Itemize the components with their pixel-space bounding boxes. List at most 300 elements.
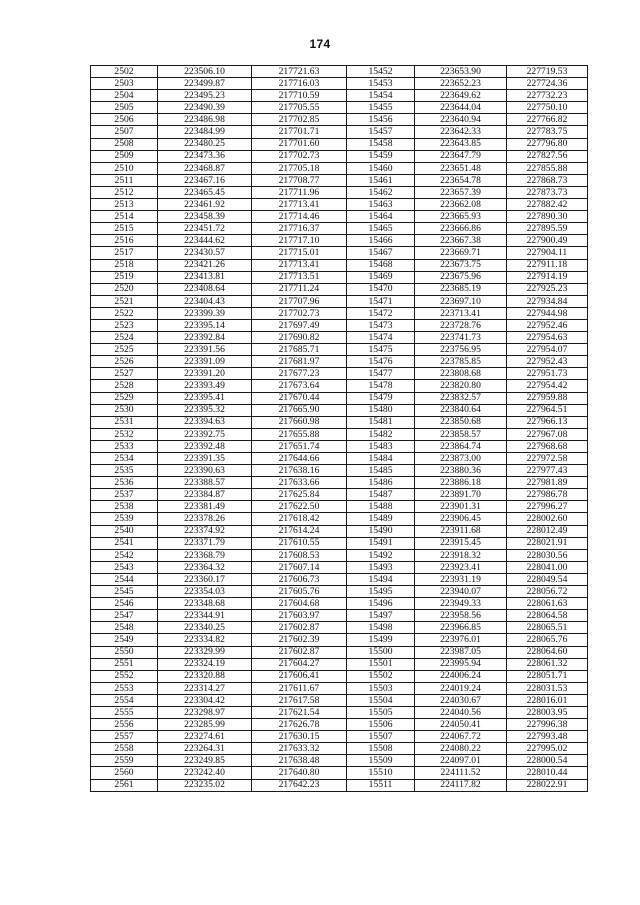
- x-coordinate-b-cell: 223785.85: [415, 356, 507, 368]
- y-coordinate-b-cell: 228010.44: [507, 767, 588, 779]
- point-number-a-cell: 2519: [91, 271, 158, 283]
- y-coordinate-a-cell: 217701.60: [252, 138, 347, 150]
- x-coordinate-a-cell: 223360.17: [158, 573, 252, 585]
- x-coordinate-b-cell: 224097.01: [415, 755, 507, 767]
- y-coordinate-b-cell: 228022.91: [507, 779, 588, 791]
- point-number-a-cell: 2543: [91, 561, 158, 573]
- point-number-b-cell: 15463: [347, 199, 415, 211]
- point-number-b-cell: 15499: [347, 634, 415, 646]
- x-coordinate-b-cell: 223906.45: [415, 513, 507, 525]
- x-coordinate-b-cell: 223649.62: [415, 90, 507, 102]
- table-row: [91, 634, 588, 646]
- point-number-b-cell: 15476: [347, 356, 415, 368]
- x-coordinate-b-cell: 223665.93: [415, 211, 507, 223]
- y-coordinate-b-cell: 227952.43: [507, 356, 588, 368]
- x-coordinate-a-cell: 223371.79: [158, 537, 252, 549]
- x-coordinate-b-cell: 223667.38: [415, 235, 507, 247]
- table-row: [91, 319, 588, 331]
- point-number-b-cell: 15491: [347, 537, 415, 549]
- point-number-b-cell: 15494: [347, 573, 415, 585]
- y-coordinate-b-cell: 227724.36: [507, 78, 588, 90]
- x-coordinate-a-cell: 223391.20: [158, 368, 252, 380]
- x-coordinate-b-cell: 224030.67: [415, 694, 507, 706]
- point-number-b-cell: 15500: [347, 646, 415, 658]
- x-coordinate-b-cell: 223923.41: [415, 561, 507, 573]
- x-coordinate-b-cell: 223662.08: [415, 199, 507, 211]
- x-coordinate-a-cell: 223304.42: [158, 694, 252, 706]
- x-coordinate-a-cell: 223390.63: [158, 465, 252, 477]
- point-number-b-cell: 15477: [347, 368, 415, 380]
- table-row: [91, 525, 588, 537]
- x-coordinate-a-cell: 223320.88: [158, 670, 252, 682]
- point-number-b-cell: 15505: [347, 706, 415, 718]
- y-coordinate-a-cell: 217707.96: [252, 295, 347, 307]
- x-coordinate-b-cell: 223966.85: [415, 622, 507, 634]
- point-number-a-cell: 2524: [91, 332, 158, 344]
- table-row: [91, 682, 588, 694]
- table-row: [91, 283, 588, 295]
- y-coordinate-a-cell: 217716.37: [252, 223, 347, 235]
- table-row: [91, 259, 588, 271]
- y-coordinate-a-cell: 217721.63: [252, 66, 347, 78]
- y-coordinate-a-cell: 217705.18: [252, 162, 347, 174]
- table-row: [91, 332, 588, 344]
- point-number-a-cell: 2535: [91, 465, 158, 477]
- point-number-b-cell: 15471: [347, 295, 415, 307]
- y-coordinate-b-cell: 227954.07: [507, 344, 588, 356]
- point-number-a-cell: 2559: [91, 755, 158, 767]
- y-coordinate-a-cell: 217697.49: [252, 319, 347, 331]
- y-coordinate-a-cell: 217626.78: [252, 719, 347, 731]
- x-coordinate-a-cell: 223344.91: [158, 610, 252, 622]
- table-row: [91, 501, 588, 513]
- point-number-b-cell: 15492: [347, 549, 415, 561]
- x-coordinate-b-cell: 223685.19: [415, 283, 507, 295]
- table-row: [91, 610, 588, 622]
- y-coordinate-a-cell: 217607.14: [252, 561, 347, 573]
- point-number-a-cell: 2505: [91, 102, 158, 114]
- x-coordinate-b-cell: 223864.74: [415, 440, 507, 452]
- x-coordinate-b-cell: 223640.94: [415, 114, 507, 126]
- y-coordinate-a-cell: 217625.84: [252, 489, 347, 501]
- x-coordinate-b-cell: 224117.82: [415, 779, 507, 791]
- y-coordinate-b-cell: 227904.11: [507, 247, 588, 259]
- point-number-b-cell: 15486: [347, 477, 415, 489]
- x-coordinate-b-cell: 223873.00: [415, 453, 507, 465]
- y-coordinate-a-cell: 217610.55: [252, 537, 347, 549]
- table-row: [91, 779, 588, 791]
- y-coordinate-a-cell: 217710.59: [252, 90, 347, 102]
- x-coordinate-b-cell: 223675.96: [415, 271, 507, 283]
- table-row: [91, 658, 588, 670]
- point-number-a-cell: 2536: [91, 477, 158, 489]
- x-coordinate-a-cell: 223506.10: [158, 66, 252, 78]
- point-number-a-cell: 2504: [91, 90, 158, 102]
- point-number-b-cell: 15473: [347, 319, 415, 331]
- y-coordinate-a-cell: 217602.39: [252, 634, 347, 646]
- x-coordinate-b-cell: 223642.33: [415, 126, 507, 138]
- x-coordinate-b-cell: 223808.68: [415, 368, 507, 380]
- table-row: [91, 199, 588, 211]
- y-coordinate-b-cell: 228003.95: [507, 706, 588, 718]
- point-number-a-cell: 2517: [91, 247, 158, 259]
- x-coordinate-a-cell: 223430.57: [158, 247, 252, 259]
- x-coordinate-b-cell: 224019.24: [415, 682, 507, 694]
- point-number-b-cell: 15467: [347, 247, 415, 259]
- x-coordinate-b-cell: 223976.01: [415, 634, 507, 646]
- table-row: [91, 404, 588, 416]
- y-coordinate-a-cell: 217705.55: [252, 102, 347, 114]
- x-coordinate-a-cell: 223264.31: [158, 743, 252, 755]
- y-coordinate-b-cell: 228049.54: [507, 573, 588, 585]
- y-coordinate-a-cell: 217717.10: [252, 235, 347, 247]
- x-coordinate-a-cell: 223354.03: [158, 586, 252, 598]
- x-coordinate-b-cell: 224111.52: [415, 767, 507, 779]
- y-coordinate-a-cell: 217642.23: [252, 779, 347, 791]
- table-row: [91, 78, 588, 90]
- y-coordinate-a-cell: 217614.24: [252, 525, 347, 537]
- table-row: [91, 356, 588, 368]
- table-row: [91, 138, 588, 150]
- x-coordinate-a-cell: 223364.32: [158, 561, 252, 573]
- x-coordinate-b-cell: 223850.68: [415, 416, 507, 428]
- x-coordinate-a-cell: 223235.02: [158, 779, 252, 791]
- point-number-a-cell: 2502: [91, 66, 158, 78]
- table-row: [91, 380, 588, 392]
- y-coordinate-a-cell: 217633.66: [252, 477, 347, 489]
- x-coordinate-a-cell: 223392.48: [158, 440, 252, 452]
- point-number-b-cell: 15470: [347, 283, 415, 295]
- point-number-b-cell: 15452: [347, 66, 415, 78]
- x-coordinate-a-cell: 223340.25: [158, 622, 252, 634]
- y-coordinate-b-cell: 227981.89: [507, 477, 588, 489]
- point-number-a-cell: 2503: [91, 78, 158, 90]
- y-coordinate-b-cell: 227895.59: [507, 223, 588, 235]
- point-number-b-cell: 15457: [347, 126, 415, 138]
- table-row: [91, 694, 588, 706]
- x-coordinate-a-cell: 223392.75: [158, 428, 252, 440]
- point-number-a-cell: 2533: [91, 440, 158, 452]
- point-number-a-cell: 2514: [91, 211, 158, 223]
- y-coordinate-b-cell: 227882.42: [507, 199, 588, 211]
- table-row: [91, 368, 588, 380]
- table-row: [91, 102, 588, 114]
- table-row: [91, 235, 588, 247]
- y-coordinate-b-cell: 227925.23: [507, 283, 588, 295]
- table-row: [91, 271, 588, 283]
- point-number-b-cell: 15468: [347, 259, 415, 271]
- point-number-b-cell: 15459: [347, 150, 415, 162]
- x-coordinate-b-cell: 223886.18: [415, 477, 507, 489]
- point-number-a-cell: 2523: [91, 319, 158, 331]
- point-number-b-cell: 15475: [347, 344, 415, 356]
- point-number-b-cell: 15474: [347, 332, 415, 344]
- table-row: [91, 344, 588, 356]
- point-number-b-cell: 15469: [347, 271, 415, 283]
- point-number-b-cell: 15497: [347, 610, 415, 622]
- point-number-a-cell: 2553: [91, 682, 158, 694]
- point-number-a-cell: 2537: [91, 489, 158, 501]
- point-number-a-cell: 2507: [91, 126, 158, 138]
- x-coordinate-a-cell: 223490.39: [158, 102, 252, 114]
- y-coordinate-b-cell: 228016.01: [507, 694, 588, 706]
- point-number-a-cell: 2542: [91, 549, 158, 561]
- point-number-a-cell: 2522: [91, 307, 158, 319]
- y-coordinate-a-cell: 217604.27: [252, 658, 347, 670]
- y-coordinate-a-cell: 217606.73: [252, 573, 347, 585]
- point-number-b-cell: 15484: [347, 453, 415, 465]
- point-number-a-cell: 2548: [91, 622, 158, 634]
- point-number-b-cell: 15496: [347, 598, 415, 610]
- table-row: [91, 416, 588, 428]
- x-coordinate-a-cell: 223486.98: [158, 114, 252, 126]
- table-row: [91, 731, 588, 743]
- y-coordinate-a-cell: 217713.41: [252, 259, 347, 271]
- y-coordinate-a-cell: 217608.53: [252, 549, 347, 561]
- point-number-a-cell: 2541: [91, 537, 158, 549]
- x-coordinate-a-cell: 223404.43: [158, 295, 252, 307]
- x-coordinate-b-cell: 223669.71: [415, 247, 507, 259]
- table-row: [91, 307, 588, 319]
- point-number-a-cell: 2555: [91, 706, 158, 718]
- point-number-a-cell: 2540: [91, 525, 158, 537]
- x-coordinate-a-cell: 223473.36: [158, 150, 252, 162]
- y-coordinate-b-cell: 228051.71: [507, 670, 588, 682]
- table-row: [91, 646, 588, 658]
- point-number-b-cell: 15498: [347, 622, 415, 634]
- point-number-a-cell: 2534: [91, 453, 158, 465]
- x-coordinate-a-cell: 223392.84: [158, 332, 252, 344]
- point-number-b-cell: 15481: [347, 416, 415, 428]
- x-coordinate-a-cell: 223391.09: [158, 356, 252, 368]
- y-coordinate-a-cell: 217677.23: [252, 368, 347, 380]
- y-coordinate-a-cell: 217716.03: [252, 78, 347, 90]
- point-number-a-cell: 2510: [91, 162, 158, 174]
- y-coordinate-b-cell: 228000.54: [507, 755, 588, 767]
- y-coordinate-a-cell: 217605.76: [252, 586, 347, 598]
- y-coordinate-b-cell: 227996.27: [507, 501, 588, 513]
- point-number-a-cell: 2526: [91, 356, 158, 368]
- y-coordinate-b-cell: 227986.78: [507, 489, 588, 501]
- point-number-b-cell: 15489: [347, 513, 415, 525]
- x-coordinate-b-cell: 223820.80: [415, 380, 507, 392]
- x-coordinate-b-cell: 223901.31: [415, 501, 507, 513]
- table-row: [91, 428, 588, 440]
- point-number-a-cell: 2549: [91, 634, 158, 646]
- point-number-b-cell: 15480: [347, 404, 415, 416]
- x-coordinate-b-cell: 223987.05: [415, 646, 507, 658]
- point-number-b-cell: 15455: [347, 102, 415, 114]
- x-coordinate-a-cell: 223242.40: [158, 767, 252, 779]
- x-coordinate-a-cell: 223298.97: [158, 706, 252, 718]
- point-number-b-cell: 15458: [347, 138, 415, 150]
- y-coordinate-a-cell: 217713.41: [252, 199, 347, 211]
- table-row: [91, 465, 588, 477]
- y-coordinate-a-cell: 217617.58: [252, 694, 347, 706]
- y-coordinate-b-cell: 227911.18: [507, 259, 588, 271]
- y-coordinate-a-cell: 217685.71: [252, 344, 347, 356]
- point-number-a-cell: 2511: [91, 174, 158, 186]
- y-coordinate-b-cell: 227959.88: [507, 392, 588, 404]
- x-coordinate-b-cell: 223840.64: [415, 404, 507, 416]
- x-coordinate-b-cell: 223958.56: [415, 610, 507, 622]
- point-number-a-cell: 2556: [91, 719, 158, 731]
- point-number-a-cell: 2509: [91, 150, 158, 162]
- x-coordinate-a-cell: 223388.57: [158, 477, 252, 489]
- x-coordinate-b-cell: 223995.94: [415, 658, 507, 670]
- x-coordinate-a-cell: 223465.45: [158, 186, 252, 198]
- y-coordinate-b-cell: 227890.30: [507, 211, 588, 223]
- point-number-b-cell: 15464: [347, 211, 415, 223]
- y-coordinate-a-cell: 217702.73: [252, 307, 347, 319]
- x-coordinate-b-cell: 223666.86: [415, 223, 507, 235]
- x-coordinate-b-cell: 223880.36: [415, 465, 507, 477]
- table-row: [91, 66, 588, 78]
- y-coordinate-b-cell: 228064.58: [507, 610, 588, 622]
- point-number-b-cell: 15479: [347, 392, 415, 404]
- x-coordinate-a-cell: 223395.14: [158, 319, 252, 331]
- point-number-a-cell: 2546: [91, 598, 158, 610]
- x-coordinate-a-cell: 223413.81: [158, 271, 252, 283]
- table-row: [91, 598, 588, 610]
- point-number-a-cell: 2529: [91, 392, 158, 404]
- x-coordinate-a-cell: 223378.26: [158, 513, 252, 525]
- table-row: [91, 211, 588, 223]
- x-coordinate-b-cell: 224050.41: [415, 719, 507, 731]
- point-number-b-cell: 15511: [347, 779, 415, 791]
- x-coordinate-a-cell: 223461.92: [158, 199, 252, 211]
- point-number-b-cell: 15503: [347, 682, 415, 694]
- x-coordinate-b-cell: 223756.95: [415, 344, 507, 356]
- y-coordinate-a-cell: 217644.66: [252, 453, 347, 465]
- y-coordinate-b-cell: 228002.60: [507, 513, 588, 525]
- point-number-b-cell: 15495: [347, 586, 415, 598]
- y-coordinate-a-cell: 217681.97: [252, 356, 347, 368]
- x-coordinate-b-cell: 223949.33: [415, 598, 507, 610]
- x-coordinate-b-cell: 223713.41: [415, 307, 507, 319]
- point-number-b-cell: 15472: [347, 307, 415, 319]
- table-row: [91, 622, 588, 634]
- x-coordinate-a-cell: 223393.49: [158, 380, 252, 392]
- y-coordinate-b-cell: 227796.80: [507, 138, 588, 150]
- table-row: [91, 162, 588, 174]
- point-number-b-cell: 15490: [347, 525, 415, 537]
- y-coordinate-a-cell: 217714.46: [252, 211, 347, 223]
- table-row: [91, 174, 588, 186]
- y-coordinate-b-cell: 227873.73: [507, 186, 588, 198]
- point-number-a-cell: 2525: [91, 344, 158, 356]
- x-coordinate-b-cell: 223728.76: [415, 319, 507, 331]
- table-row: [91, 743, 588, 755]
- point-number-a-cell: 2557: [91, 731, 158, 743]
- table-row: [91, 767, 588, 779]
- x-coordinate-a-cell: 223468.87: [158, 162, 252, 174]
- point-number-a-cell: 2515: [91, 223, 158, 235]
- table-row: [91, 706, 588, 718]
- y-coordinate-b-cell: 227951.73: [507, 368, 588, 380]
- table-row: [91, 573, 588, 585]
- y-coordinate-b-cell: 227934.84: [507, 295, 588, 307]
- y-coordinate-b-cell: 227914.19: [507, 271, 588, 283]
- x-coordinate-b-cell: 223891.70: [415, 489, 507, 501]
- y-coordinate-a-cell: 217655.88: [252, 428, 347, 440]
- y-coordinate-a-cell: 217715.01: [252, 247, 347, 259]
- point-number-a-cell: 2561: [91, 779, 158, 791]
- y-coordinate-b-cell: 228064.60: [507, 646, 588, 658]
- point-number-a-cell: 2547: [91, 610, 158, 622]
- point-number-a-cell: 2551: [91, 658, 158, 670]
- table-row: [91, 150, 588, 162]
- point-number-b-cell: 15502: [347, 670, 415, 682]
- table-row: [91, 755, 588, 767]
- y-coordinate-a-cell: 217711.96: [252, 186, 347, 198]
- x-coordinate-b-cell: 223741.73: [415, 332, 507, 344]
- y-coordinate-a-cell: 217633.32: [252, 743, 347, 755]
- x-coordinate-a-cell: 223394.63: [158, 416, 252, 428]
- x-coordinate-b-cell: 223918.32: [415, 549, 507, 561]
- y-coordinate-a-cell: 217651.74: [252, 440, 347, 452]
- point-number-b-cell: 15453: [347, 78, 415, 90]
- y-coordinate-a-cell: 217640.80: [252, 767, 347, 779]
- table-row: [91, 247, 588, 259]
- x-coordinate-b-cell: 224080.22: [415, 743, 507, 755]
- x-coordinate-a-cell: 223444.62: [158, 235, 252, 247]
- coordinates-table-body: [91, 66, 588, 792]
- point-number-a-cell: 2538: [91, 501, 158, 513]
- x-coordinate-b-cell: 223657.39: [415, 186, 507, 198]
- y-coordinate-b-cell: 227954.42: [507, 380, 588, 392]
- x-coordinate-a-cell: 223495.23: [158, 90, 252, 102]
- point-number-b-cell: 15461: [347, 174, 415, 186]
- y-coordinate-b-cell: 227996.38: [507, 719, 588, 731]
- y-coordinate-a-cell: 217604.68: [252, 598, 347, 610]
- point-number-b-cell: 15482: [347, 428, 415, 440]
- table-row: [91, 392, 588, 404]
- y-coordinate-b-cell: 228041.00: [507, 561, 588, 573]
- table-row: [91, 670, 588, 682]
- y-coordinate-a-cell: 217665.90: [252, 404, 347, 416]
- page-number: 174: [309, 37, 331, 51]
- y-coordinate-b-cell: 227952.46: [507, 319, 588, 331]
- point-number-a-cell: 2550: [91, 646, 158, 658]
- x-coordinate-a-cell: 223285.99: [158, 719, 252, 731]
- y-coordinate-b-cell: 228061.32: [507, 658, 588, 670]
- table-row: [91, 719, 588, 731]
- x-coordinate-a-cell: 223484.99: [158, 126, 252, 138]
- y-coordinate-a-cell: 217660.98: [252, 416, 347, 428]
- x-coordinate-a-cell: 223499.87: [158, 78, 252, 90]
- y-coordinate-b-cell: 227766.82: [507, 114, 588, 126]
- x-coordinate-a-cell: 223324.19: [158, 658, 252, 670]
- y-coordinate-a-cell: 217611.67: [252, 682, 347, 694]
- point-number-b-cell: 15465: [347, 223, 415, 235]
- y-coordinate-b-cell: 228030.56: [507, 549, 588, 561]
- y-coordinate-b-cell: 227993.48: [507, 731, 588, 743]
- x-coordinate-a-cell: 223408.64: [158, 283, 252, 295]
- x-coordinate-b-cell: 223915.45: [415, 537, 507, 549]
- y-coordinate-a-cell: 217602.87: [252, 622, 347, 634]
- y-coordinate-b-cell: 228031.53: [507, 682, 588, 694]
- table-row: [91, 549, 588, 561]
- x-coordinate-a-cell: 223249.85: [158, 755, 252, 767]
- x-coordinate-a-cell: 223451.72: [158, 223, 252, 235]
- point-number-a-cell: 2516: [91, 235, 158, 247]
- x-coordinate-a-cell: 223384.87: [158, 489, 252, 501]
- x-coordinate-a-cell: 223368.79: [158, 549, 252, 561]
- y-coordinate-a-cell: 217618.42: [252, 513, 347, 525]
- table-row: [91, 126, 588, 138]
- y-coordinate-a-cell: 217670.44: [252, 392, 347, 404]
